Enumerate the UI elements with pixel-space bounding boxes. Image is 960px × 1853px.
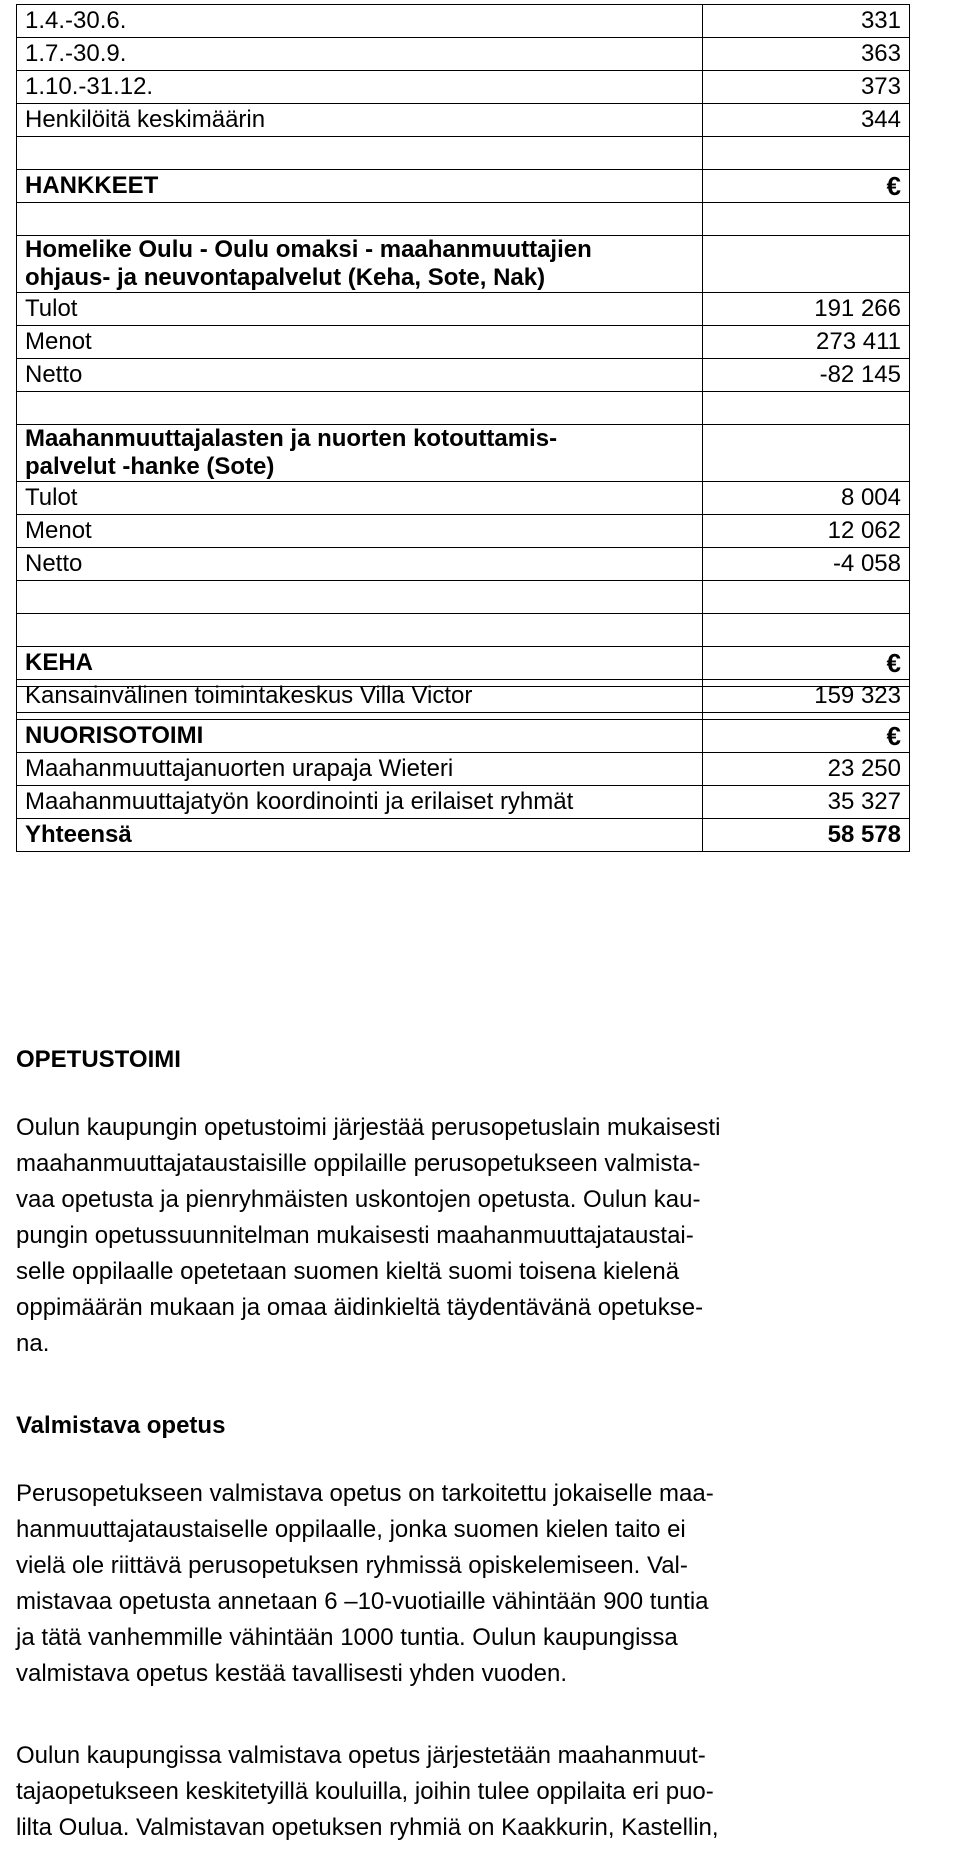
project2-title-line2: palvelut -hanke (Sote) (25, 453, 275, 480)
section-header-row (17, 647, 910, 680)
row-label: Kansainvälinen toimintakeskus Villa Victor (17, 680, 703, 713)
valmistava-heading: Valmistava opetus (16, 1412, 226, 1439)
row-label: 1.7.-30.9. (17, 38, 703, 71)
finance-table-projects (16, 4, 910, 713)
row-label: Menot (17, 326, 703, 359)
valmistava-paragraph-2 (16, 1738, 946, 1846)
text-line: vaa opetusta ja pienryhmäisten uskontojen opetusta. Oulun kau- (16, 1186, 701, 1213)
row-label: Maahanmuuttajatyön koordinointi ja erilaiset ryhmät (17, 786, 703, 819)
table-row (17, 293, 910, 326)
average-value: 344 (703, 104, 910, 137)
finance-table-nuorisotoimi (16, 686, 910, 852)
row-value: 8 004 (703, 482, 910, 515)
spacer-row (17, 137, 910, 170)
project-title-row (17, 425, 910, 482)
row-label: Maahanmuuttajanuorten urapaja Wieteri (17, 753, 703, 786)
hankkeet-heading: HANKKEET (17, 170, 703, 203)
spacer-row (17, 392, 910, 425)
section-header-row (17, 720, 910, 753)
table-row (17, 548, 910, 581)
text-line: hanmuuttajataustaiselle oppilaalle, jonka suomen kielen taito ei (16, 1516, 686, 1543)
project2-title (17, 425, 703, 482)
row-value: 191 266 (703, 293, 910, 326)
table-row (17, 104, 910, 137)
row-value: 363 (703, 38, 910, 71)
row-value: 23 250 (703, 753, 910, 786)
row-label: Menot (17, 515, 703, 548)
spacer-row (17, 687, 910, 720)
text-line: valmistava opetus kestää tavallisesti yhden vuoden. (16, 1660, 567, 1687)
total-row (17, 819, 910, 852)
text-line: Oulun kaupungin opetustoimi järjestää perusopetuslain mukaisesti (16, 1114, 721, 1141)
table-row (17, 71, 910, 104)
row-value: 373 (703, 71, 910, 104)
table-row (17, 482, 910, 515)
row-value: 12 062 (703, 515, 910, 548)
text-line: pungin opetussuunnitelman mukaisesti maahanmuuttajataustai- (16, 1222, 694, 1249)
average-label: Henkilöitä keskimäärin (17, 104, 703, 137)
table-row (17, 515, 910, 548)
text-line: lilta Oulua. Valmistavan opetuksen ryhmiä on Kaakkurin, Kastellin, (16, 1814, 719, 1841)
table-row (17, 38, 910, 71)
table-row (17, 786, 910, 819)
text-line: selle oppilaalle opetetaan suomen kieltä suomi toisena kielenä (16, 1258, 680, 1285)
row-value: 35 327 (703, 786, 910, 819)
spacer-row (17, 581, 910, 614)
row-value: 159 323 (703, 680, 910, 713)
row-label: 1.4.-30.6. (17, 5, 703, 38)
table-row (17, 5, 910, 38)
table-row (17, 326, 910, 359)
opetustoimi-heading: OPETUSTOIMI (16, 1046, 181, 1073)
spacer-row (17, 614, 910, 647)
spacer-row (17, 203, 910, 236)
valmistava-paragraph-1 (16, 1476, 946, 1692)
row-label: Netto (17, 548, 703, 581)
row-value: 331 (703, 5, 910, 38)
row-label: 1.10.-31.12. (17, 71, 703, 104)
row-label: Netto (17, 359, 703, 392)
euro-symbol: € (703, 170, 910, 203)
opetustoimi-paragraph (16, 1110, 946, 1362)
euro-symbol: € (703, 647, 910, 680)
euro-symbol: € (703, 720, 910, 753)
project1-title-line2: ohjaus- ja neuvontapalvelut (Keha, Sote, Nak) (25, 264, 546, 291)
section-header-row (17, 170, 910, 203)
project2-title-line1: Maahanmuuttajalasten ja nuorten kotouttamis- (25, 425, 558, 452)
text-line: tajaopetukseen keskitetyillä kouluilla, joihin tulee oppilaita eri puo- (16, 1778, 714, 1805)
text-line: mistavaa opetusta annetaan 6 –10-vuotiaille vähintään 900 tuntia (16, 1588, 709, 1615)
table-row (17, 753, 910, 786)
project1-title (17, 236, 703, 293)
text-line: Oulun kaupungissa valmistava opetus järjestetään maahanmuut- (16, 1742, 706, 1769)
total-value: 58 578 (703, 819, 910, 852)
row-value: 273 411 (703, 326, 910, 359)
row-value: -82 145 (703, 359, 910, 392)
project1-title-line1: Homelike Oulu - Oulu omaksi - maahanmuuttajien (25, 236, 592, 263)
text-line: oppimäärän mukaan ja omaa äidinkieltä täydentävänä opetukse- (16, 1294, 704, 1321)
project-title-row (17, 236, 910, 293)
row-label: Tulot (17, 293, 703, 326)
text-line: ja tätä vanhemmille vähintään 1000 tuntia. Oulun kaupungissa (16, 1624, 678, 1651)
row-label: Tulot (17, 482, 703, 515)
keha-heading: KEHA (17, 647, 703, 680)
text-line: Perusopetukseen valmistava opetus on tarkoitettu jokaiselle maa- (16, 1480, 714, 1507)
row-value: -4 058 (703, 548, 910, 581)
text-line: maahanmuuttajataustaisille oppilaille perusopetukseen valmista- (16, 1150, 701, 1177)
nuorisotoimi-heading: NUORISOTOIMI (17, 720, 703, 753)
text-line: na. (16, 1330, 50, 1357)
text-line: vielä ole riittävä perusopetuksen ryhmissä opiskelemiseen. Val- (16, 1552, 688, 1579)
total-label: Yhteensä (17, 819, 703, 852)
table-row (17, 359, 910, 392)
